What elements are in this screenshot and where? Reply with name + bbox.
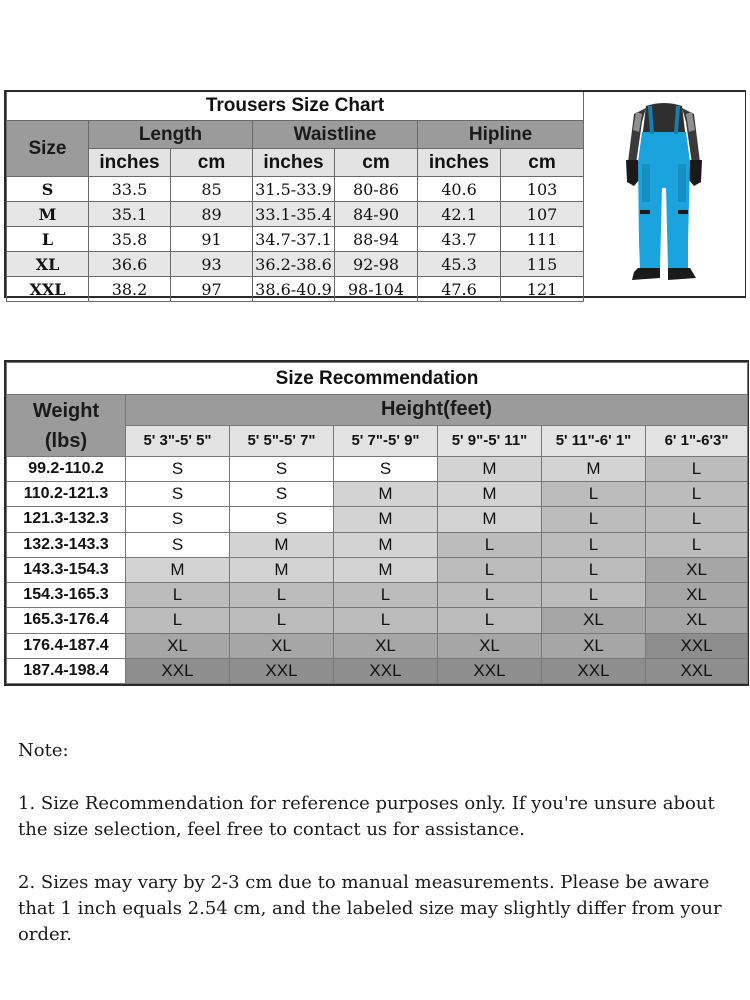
- size-value-cell: 103: [501, 177, 584, 202]
- recommended-size-cell: L: [438, 557, 542, 582]
- recommended-size-cell: XL: [646, 608, 748, 633]
- recommended-size-cell: XXL: [126, 658, 230, 683]
- unit-header: cm: [501, 149, 584, 177]
- recommended-size-cell: S: [230, 507, 334, 532]
- recommended-size-cell: XXL: [334, 658, 438, 683]
- recommended-size-cell: XL: [646, 557, 748, 582]
- size-value-cell: 33.1-35.4: [253, 202, 335, 227]
- size-value-cell: 89: [171, 202, 253, 227]
- recommended-size-cell: S: [126, 532, 230, 557]
- unit-header: inches: [253, 149, 335, 177]
- size-value-cell: 93: [171, 252, 253, 277]
- size-value-cell: 40.6: [418, 177, 501, 202]
- recommended-size-cell: M: [230, 532, 334, 557]
- unit-header: cm: [171, 149, 253, 177]
- recommended-size-cell: M: [542, 456, 646, 481]
- height-column-header: 5' 5"-5' 7": [230, 425, 334, 456]
- recommended-size-cell: M: [438, 482, 542, 507]
- recommendation-row: [7, 608, 748, 633]
- size-value-cell: 38.2: [89, 277, 171, 302]
- recommended-size-cell: M: [230, 557, 334, 582]
- size-value-cell: 121: [501, 277, 584, 302]
- recommended-size-cell: L: [334, 608, 438, 633]
- size-value-cell: 38.6-40.9: [253, 277, 335, 302]
- recommended-size-cell: XL: [646, 583, 748, 608]
- size-row: [7, 277, 584, 302]
- weight-header-line2: (lbs): [44, 429, 88, 452]
- recommendation-row: [7, 557, 748, 582]
- height-column-header: 5' 11"-6' 1": [542, 425, 646, 456]
- unit-header: inches: [89, 149, 171, 177]
- length-group-header: Length: [89, 121, 253, 149]
- recommended-size-cell: S: [334, 456, 438, 481]
- recommended-size-cell: XXL: [646, 658, 748, 683]
- hipline-group-header: Hipline: [418, 121, 584, 149]
- height-group-header: Height(feet): [126, 395, 748, 425]
- size-value-cell: 34.7-37.1: [253, 227, 335, 252]
- recommended-size-cell: XL: [230, 633, 334, 658]
- size-value-cell: 31.5-33.9: [253, 177, 335, 202]
- size-value-cell: 115: [501, 252, 584, 277]
- weight-range: 121.3-132.3: [7, 507, 126, 532]
- recommendation-row: [7, 633, 748, 658]
- weight-range: 99.2-110.2: [7, 456, 126, 481]
- recommended-size-cell: L: [126, 608, 230, 633]
- recommendation-row: [7, 507, 748, 532]
- recommended-size-cell: S: [126, 482, 230, 507]
- recommended-size-cell: L: [542, 507, 646, 532]
- recommended-size-cell: L: [230, 608, 334, 633]
- size-chart-title: Trousers Size Chart: [7, 92, 584, 121]
- recommended-size-cell: M: [334, 532, 438, 557]
- weight-range: 165.3-176.4: [7, 608, 126, 633]
- size-label: L: [7, 227, 89, 252]
- size-value-cell: 36.6: [89, 252, 171, 277]
- note-item-2: 2. Sizes may vary by 2-3 cm due to manual measurements. Please be aware that 1 inch equals 2.54 cm, and the labeled size may slightly differ from your order.: [18, 872, 722, 945]
- size-value-cell: 33.5: [89, 177, 171, 202]
- recommended-size-cell: S: [126, 456, 230, 481]
- recommended-size-cell: L: [438, 583, 542, 608]
- recommendation-row: [7, 583, 748, 608]
- recommended-size-cell: XL: [542, 608, 646, 633]
- weight-column-header: [7, 395, 126, 457]
- size-label: S: [7, 177, 89, 202]
- recommendation-row: [7, 482, 748, 507]
- weight-range: 154.3-165.3: [7, 583, 126, 608]
- size-recommendation-table: [6, 362, 748, 684]
- recommended-size-cell: L: [438, 532, 542, 557]
- size-value-cell: 43.7: [418, 227, 501, 252]
- size-chart: [4, 90, 746, 298]
- weight-range: 110.2-121.3: [7, 482, 126, 507]
- recommended-size-cell: M: [438, 456, 542, 481]
- recommended-size-cell: L: [542, 557, 646, 582]
- ski-pants-model-image: [584, 92, 745, 296]
- size-label: M: [7, 202, 89, 227]
- unit-header: cm: [335, 149, 418, 177]
- recommended-size-cell: XL: [126, 633, 230, 658]
- weight-header-line1: Weight: [32, 399, 100, 422]
- size-value-cell: 47.6: [418, 277, 501, 302]
- size-chart-table: [6, 92, 584, 302]
- size-value-cell: 92-98: [335, 252, 418, 277]
- size-value-cell: 35.1: [89, 202, 171, 227]
- size-value-cell: 97: [171, 277, 253, 302]
- recommended-size-cell: XXL: [646, 633, 748, 658]
- recommended-size-cell: L: [334, 583, 438, 608]
- recommended-size-cell: XXL: [230, 658, 334, 683]
- recommended-size-cell: S: [230, 456, 334, 481]
- size-label: XL: [7, 252, 89, 277]
- size-value-cell: 36.2-38.6: [253, 252, 335, 277]
- size-row: [7, 227, 584, 252]
- note-item-1: 1. Size Recommendation for reference purposes only. If you're unsure about the size selection, feel free to contact us for assistance.: [18, 793, 715, 840]
- recommended-size-cell: S: [126, 507, 230, 532]
- weight-range: 176.4-187.4: [7, 633, 126, 658]
- recommended-size-cell: S: [230, 482, 334, 507]
- size-value-cell: 80-86: [335, 177, 418, 202]
- recommended-size-cell: L: [646, 532, 748, 557]
- recommended-size-cell: M: [334, 482, 438, 507]
- recommendation-row: [7, 532, 748, 557]
- recommended-size-cell: L: [230, 583, 334, 608]
- size-value-cell: 91: [171, 227, 253, 252]
- recommendation-title: Size Recommendation: [7, 363, 748, 395]
- size-column-header: Size: [7, 121, 89, 177]
- size-row: [7, 252, 584, 277]
- size-value-cell: 88-94: [335, 227, 418, 252]
- size-value-cell: 45.3: [418, 252, 501, 277]
- recommendation-row: [7, 658, 748, 683]
- recommended-size-cell: M: [334, 557, 438, 582]
- recommended-size-cell: L: [542, 482, 646, 507]
- recommended-size-cell: L: [646, 456, 748, 481]
- height-column-header: 6' 1"-6'3": [646, 425, 748, 456]
- recommended-size-cell: XL: [334, 633, 438, 658]
- size-value-cell: 107: [501, 202, 584, 227]
- recommended-size-cell: XL: [438, 633, 542, 658]
- weight-range: 132.3-143.3: [7, 532, 126, 557]
- recommended-size-cell: M: [126, 557, 230, 582]
- size-value-cell: 35.8: [89, 227, 171, 252]
- size-label: XXL: [7, 277, 89, 302]
- size-row: [7, 177, 584, 202]
- height-column-header: 5' 3"-5' 5": [126, 425, 230, 456]
- recommended-size-cell: L: [646, 507, 748, 532]
- recommended-size-cell: XXL: [438, 658, 542, 683]
- recommended-size-cell: XXL: [542, 658, 646, 683]
- recommended-size-cell: L: [646, 482, 748, 507]
- recommended-size-cell: L: [126, 583, 230, 608]
- size-value-cell: 42.1: [418, 202, 501, 227]
- size-recommendation: [4, 360, 749, 686]
- recommended-size-cell: L: [542, 532, 646, 557]
- height-column-header: 5' 9"-5' 11": [438, 425, 542, 456]
- recommended-size-cell: M: [334, 507, 438, 532]
- recommended-size-cell: M: [438, 507, 542, 532]
- size-value-cell: 84-90: [335, 202, 418, 227]
- recommended-size-cell: L: [438, 608, 542, 633]
- weight-range: 143.3-154.3: [7, 557, 126, 582]
- unit-header: inches: [418, 149, 501, 177]
- size-value-cell: 98-104: [335, 277, 418, 302]
- weight-range: 187.4-198.4: [7, 658, 126, 683]
- recommendation-row: [7, 456, 748, 481]
- height-column-header: 5' 7"-5' 9": [334, 425, 438, 456]
- size-value-cell: 85: [171, 177, 253, 202]
- recommended-size-cell: L: [542, 583, 646, 608]
- recommended-size-cell: XL: [542, 633, 646, 658]
- size-row: [7, 202, 584, 227]
- note-title: Note:: [18, 740, 69, 761]
- product-image: [583, 92, 745, 296]
- waistline-group-header: Waistline: [253, 121, 418, 149]
- size-value-cell: 111: [501, 227, 584, 252]
